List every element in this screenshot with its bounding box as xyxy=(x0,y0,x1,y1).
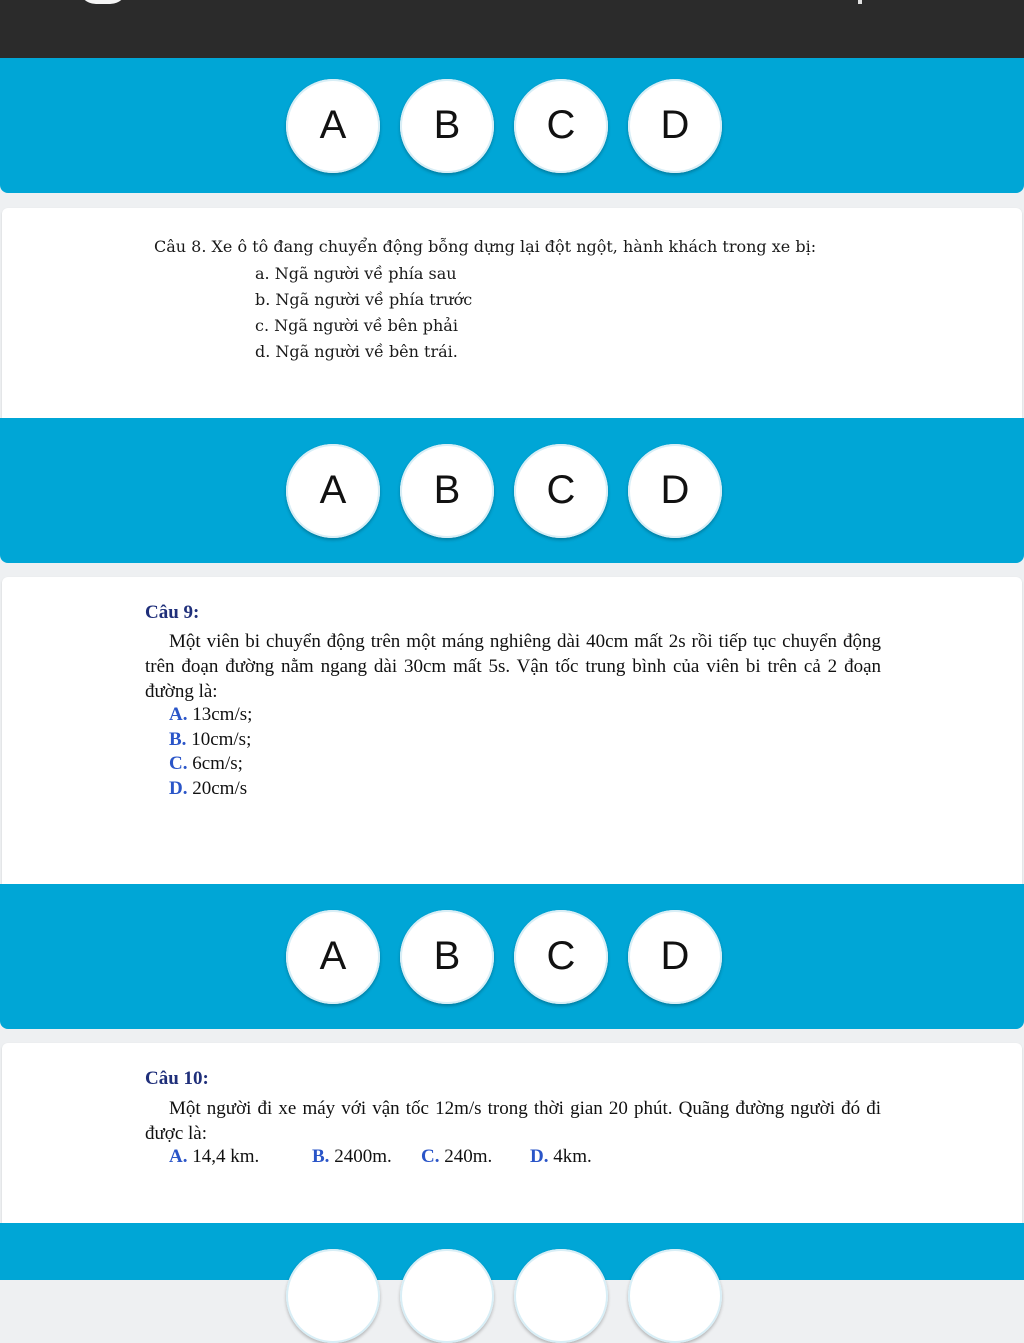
answer-button-b[interactable] xyxy=(400,1249,494,1343)
answer-button-d[interactable]: D xyxy=(628,910,722,1004)
option-c xyxy=(169,753,243,775)
answer-band-1 xyxy=(0,58,1024,193)
question-stem: Câu 8. Xe ô tô đang chuyển động bỗng dựng lại đột ngột, hành khách trong xe bị: xyxy=(154,237,817,256)
option-label: B. xyxy=(312,1146,330,1167)
option-a xyxy=(169,1146,259,1168)
question-text-content: Một viên bi chuyển động trên một máng nghiêng dài 40cm mất 2s rồi tiếp tục chuyển động trên đoạn đường nằm ngang dài 30cm mất 5s. Vận tốc trung bình của viên bi trên cả 2 đoạn đường là: xyxy=(145,631,881,702)
option-a xyxy=(169,704,252,726)
answer-button-d[interactable]: D xyxy=(628,444,722,538)
option-d xyxy=(169,778,247,800)
answer-band-2 xyxy=(0,418,1024,563)
option-label: C. xyxy=(169,753,188,774)
option-c xyxy=(421,1146,492,1168)
question-text-content: Một người đi xe máy với vận tốc 12m/s trong thời gian 20 phút. Quãng đường người đó đi được là: xyxy=(145,1098,881,1144)
answer-band-4 xyxy=(0,1223,1024,1280)
question-card-8 xyxy=(2,208,1022,418)
answer-button-a[interactable]: A xyxy=(286,79,380,173)
answer-band-3 xyxy=(0,884,1024,1029)
option-label: C. xyxy=(421,1146,440,1167)
option-label: D. xyxy=(169,778,188,799)
top-bar-shape xyxy=(78,0,128,4)
answer-button-a[interactable]: A xyxy=(286,910,380,1004)
question-card-10 xyxy=(2,1043,1022,1223)
top-bar xyxy=(0,0,1024,58)
option-label: A. xyxy=(169,704,188,725)
question-card-9 xyxy=(2,577,1022,884)
option-text: 10cm/s; xyxy=(191,729,252,750)
answer-button-d[interactable] xyxy=(628,1249,722,1343)
option-text: 13cm/s; xyxy=(192,704,253,725)
option-text: 6cm/s; xyxy=(192,753,243,774)
option-label: B. xyxy=(169,729,187,750)
option-label: A. xyxy=(169,1146,188,1167)
answer-button-c[interactable] xyxy=(514,1249,608,1343)
question-text xyxy=(145,629,881,704)
answer-button-a[interactable]: A xyxy=(286,444,380,538)
option-b xyxy=(169,729,251,751)
answer-button-c[interactable]: C xyxy=(514,444,608,538)
option-d xyxy=(530,1146,592,1168)
option-text: 2400m. xyxy=(334,1146,392,1167)
answer-button-a[interactable] xyxy=(286,1249,380,1343)
answer-button-b[interactable]: B xyxy=(400,910,494,1004)
option-b: b. Ngã người về phía trước xyxy=(255,290,473,309)
option-a: a. Ngã người về phía sau xyxy=(255,264,457,283)
option-text: 20cm/s xyxy=(192,778,248,799)
answer-button-b[interactable]: B xyxy=(400,444,494,538)
option-d: d. Ngã người về bên trái. xyxy=(255,342,458,361)
answer-button-c[interactable]: C xyxy=(514,910,608,1004)
top-bar-mark xyxy=(858,0,862,4)
option-c: c. Ngã người về bên phải xyxy=(255,316,458,335)
answer-button-d[interactable]: D xyxy=(628,79,722,173)
question-text xyxy=(145,1096,881,1146)
option-text: 14,4 km. xyxy=(192,1146,260,1167)
answer-button-c[interactable]: C xyxy=(514,79,608,173)
option-label: D. xyxy=(530,1146,549,1167)
question-title: Câu 9: xyxy=(145,602,200,623)
answer-button-b[interactable]: B xyxy=(400,79,494,173)
option-text: 240m. xyxy=(444,1146,493,1167)
option-text: 4km. xyxy=(553,1146,592,1167)
option-b xyxy=(312,1146,392,1168)
question-title: Câu 10: xyxy=(145,1068,209,1089)
